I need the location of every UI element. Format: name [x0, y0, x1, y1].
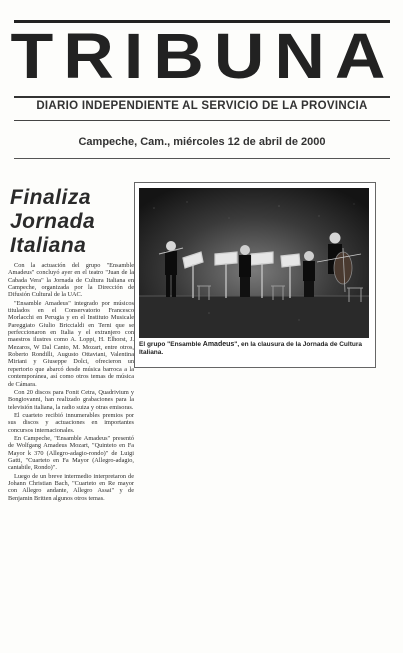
article-body [8, 262, 134, 503]
masthead-title: TRIBUNA [10, 19, 396, 92]
article-paragraph: En Campeche, "Ensamble Amadeus" presentó de Wolfgang Amadeus Mozart, "Quinteto en Fa Mayor k 370 (Allegro-adagio-rondo)" de Luigi Gatti, "Cuarteto en Fa Mayor (Allegro-adagio, cantabile, Rondo)". [8, 434, 134, 472]
headline-line: Italiana [10, 234, 87, 257]
caption-prefix: El grupo "Ensamble [139, 341, 201, 348]
article-paragraph: Con 20 discos para Fonit Cetra, Quadrivium y Bongiovanni, han realizado grabaciones para la televisión italiana, la radio suiza y otras emisoras. [8, 388, 134, 411]
article-headline [10, 186, 130, 258]
dateline-rule [14, 158, 390, 159]
article-paragraph: Luego de un breve intermedio interpretaron de Johann Christian Bach, "Cuarteto en Re mayor con Allegro andante, Allegro Assai" y de Benjamin Britten algunos otros temas. [8, 472, 134, 502]
article-paragraph: El cuarteto recibió innumerables premios por sus discos y actuaciones en importantes concursos internacionales. [8, 411, 134, 434]
subtitle-rule [14, 120, 390, 121]
headline-line: Jornada [10, 210, 96, 233]
dateline: Campeche, Cam., miércoles 12 de abril de 2000 [78, 136, 326, 148]
caption-suffix: ", en la clausura de la Jornada de Cultura Italiana. [139, 341, 362, 356]
concert-photo-icon [139, 188, 369, 338]
caption-ensemble-name: Amadeus [202, 341, 235, 348]
article-paragraph: Con la actuación del grupo "Ensamble Amadeus" concluyó ayer en el teatro "Juan de la Cabada Vera" la Jornada de Cultura Italiana en Campeche, organizada por la Dirección de Difusión Cultural de la UAC. [8, 262, 134, 299]
masthead-rule [14, 96, 390, 98]
headline-line: Finaliza [10, 186, 92, 209]
masthead-subtitle: DIARIO INDEPENDIENTE AL SERVICIO DE LA PROVINCIA [36, 100, 368, 112]
photo-caption [139, 341, 369, 357]
article-paragraph: "Ensamble Amadeus" integrado por músicos titulados en el Conservatorio Francesco Morlacchi en Perugia y en el Instituto Musicale Pareggiato Giulio Briccialdi en Terni que se perfeccionaron en Italia y el extranjero con maestros ilustres como A. Loppi, H. Elhorst, J. Mezaros, W Dal Canto, M. Mozart, entre otros, Roberto Rondilli, Augusto Ottaviani, Valentina Miriani y Giuseppe Dolci, ofrecieron un repertorio que abarcó desde música barroca a la contemporánea, así como otros temas de música de Cámara. [8, 299, 134, 388]
